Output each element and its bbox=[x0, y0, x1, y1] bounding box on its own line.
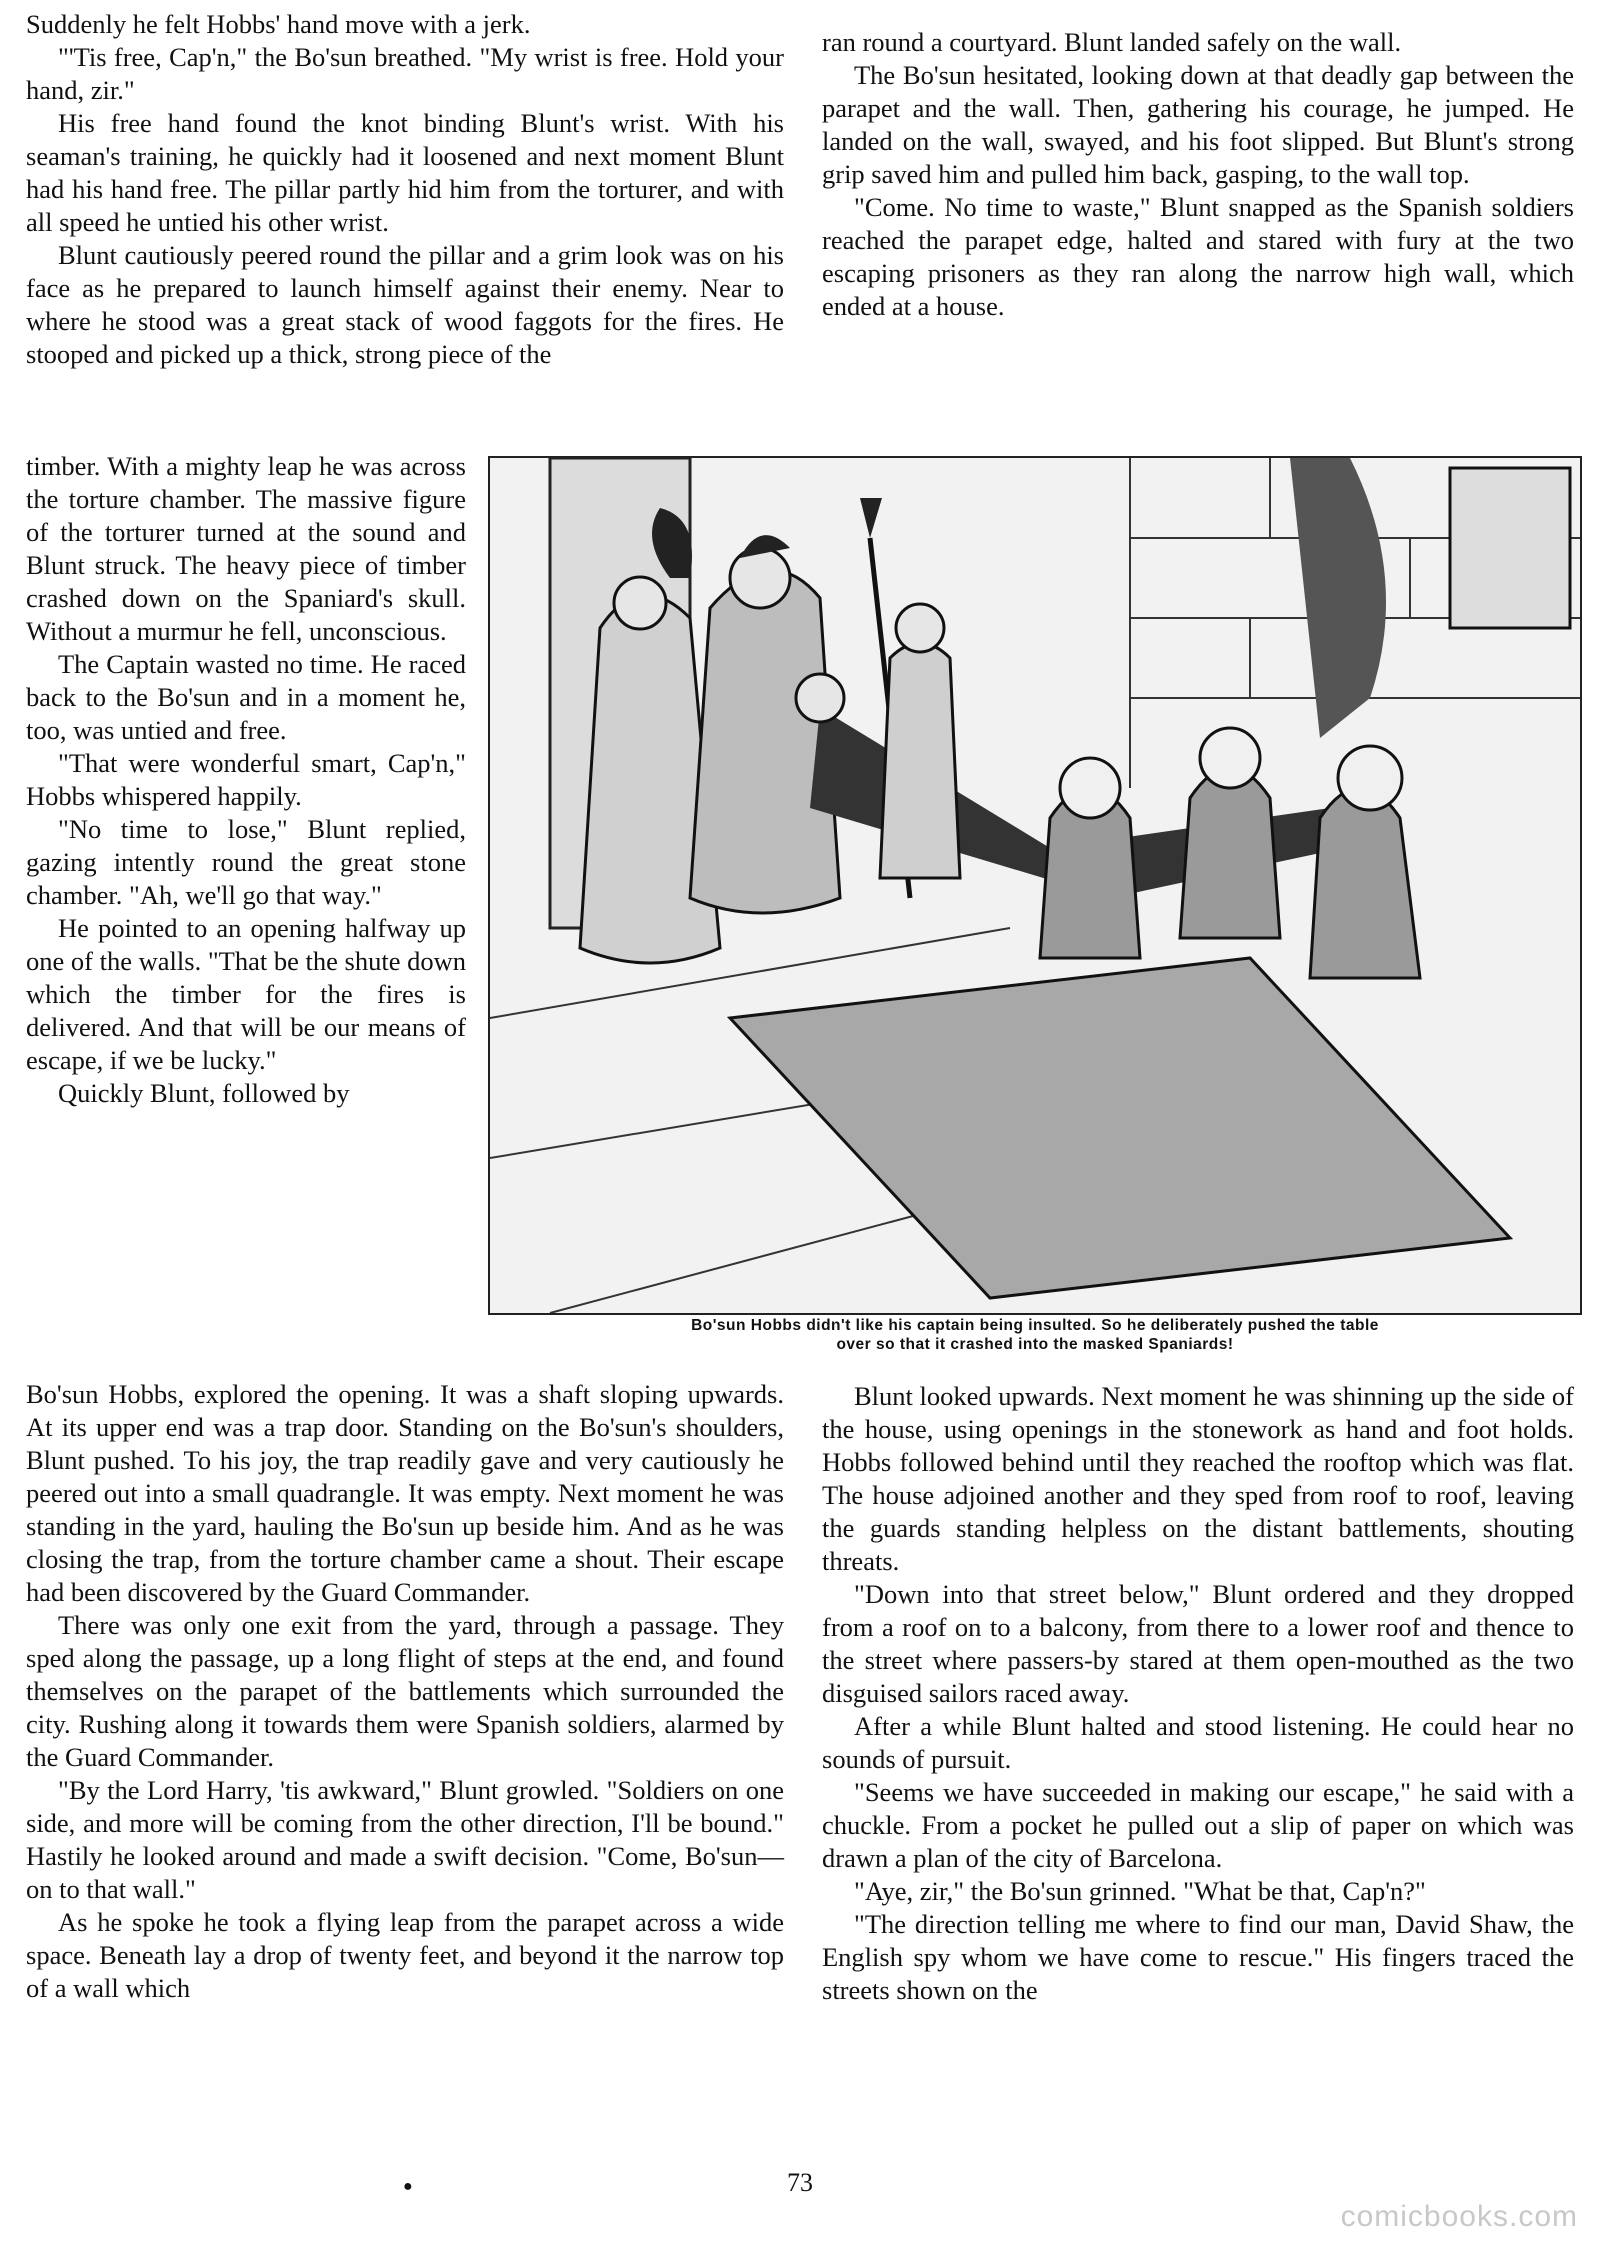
left-column-bottom bbox=[26, 1378, 784, 2005]
paragraph: Suddenly he felt Hobbs' hand move with a jerk. bbox=[26, 9, 531, 39]
page-number: 73 bbox=[787, 2168, 813, 2197]
paragraph: Blunt cautiously peered round the pillar and a grim look was on his face as he prepared to launch himself against their enemy. Near to where he stood was a great stack of wood faggots for the fires. He stooped and picked up a thick, strong piece of the bbox=[26, 240, 784, 369]
paragraph: ran round a courtyard. Blunt landed safely on the wall. bbox=[822, 27, 1402, 57]
paragraph: Blunt looked upwards. Next moment he was shinning up the side of the house, using openings in the stonework as hand and foot holds. Hobbs followed behind until they reached the rooftop which was flat. The house adjoined another and they sped from roof to roof, leaving the guards standing helpless on the distant battlements, shouting threats. bbox=[822, 1381, 1574, 1576]
paragraph: The Captain wasted no time. He raced back to the Bo'sun and in a moment he, too, was untied and free. bbox=[26, 649, 466, 745]
bullet-mark: ● bbox=[403, 2178, 413, 2195]
paragraph: After a while Blunt halted and stood listening. He could hear no sounds of pursuit. bbox=[822, 1711, 1574, 1774]
paragraph: Quickly Blunt, followed by bbox=[58, 1078, 350, 1108]
paragraph: "Down into that street below," Blunt ordered and they dropped from a roof on to a balcony, from there to a lower roof and thence to the street where passers-by stared at them open-mouthed as the two disguised sailors raced away. bbox=[822, 1579, 1574, 1708]
right-column-bottom bbox=[822, 1380, 1574, 2007]
left-column-top bbox=[26, 8, 784, 371]
paragraph: Bo'sun Hobbs, explored the opening. It was a shaft sloping upwards. At its upper end was a trap door. Standing on the Bo'sun's shoulders, Blunt pushed. To his joy, the trap readily gave and very cautiously he peered out into a small quadrangle. It was empty. Next moment he was standing in the yard, hauling the Bo'sun up beside him. And as he was closing the trap, from the torture chamber came a shout. Their escape had been discovered by the Guard Commander. bbox=[26, 1379, 784, 1607]
paragraph: His free hand found the knot binding Blunt's wrist. With his seaman's training, he quickly had it loosened and next moment Blunt had his hand free. The pillar partly hid him from the torturer, and with all speed he untied his other wrist. bbox=[26, 108, 784, 237]
paragraph: "No time to lose," Blunt replied, gazing intently round the great stone chamber. "Ah, we'll go that way." bbox=[26, 814, 466, 910]
caption-line: Bo'sun Hobbs didn't like his captain being insulted. So he deliberately pushed the table bbox=[691, 1317, 1379, 1334]
paragraph: "That were wonderful smart, Cap'n," Hobbs whispered happily. bbox=[26, 748, 466, 811]
paragraph: The Bo'sun hesitated, looking down at that deadly gap between the parapet and the wall. Then, gathering his courage, he jumped. He landed on the wall, swayed, and his foot slipped. But Blunt's strong grip saved him and pulled him back, gasping, to the wall top. bbox=[822, 60, 1574, 189]
paragraph: "Seems we have succeeded in making our escape," he said with a chuckle. From a pocket he pulled out a slip of paper on which was drawn a plan of the city of Barcelona. bbox=[822, 1777, 1574, 1873]
illustration-caption bbox=[492, 1316, 1578, 1354]
paragraph: "'Tis free, Cap'n," the Bo'sun breathed. "My wrist is free. Hold your hand, zir." bbox=[26, 42, 784, 105]
story-illustration bbox=[488, 456, 1582, 1315]
paragraph: timber. With a mighty leap he was across the torture chamber. The massive figure of the torturer turned at the sound and Blunt struck. The heavy piece of timber crashed down on the Spaniard's skull. Without a murmur he fell, unconscious. bbox=[26, 451, 466, 646]
left-column-narrow bbox=[26, 450, 466, 1110]
paragraph: "Aye, zir," the Bo'sun grinned. "What be that, Cap'n?" bbox=[854, 1876, 1426, 1906]
paragraph: "The direction telling me where to find our man, David Shaw, the English spy whom we have come to rescue." His fingers traced the streets shown on the bbox=[822, 1909, 1574, 2005]
caption-line: over so that it crashed into the masked Spaniards! bbox=[836, 1336, 1234, 1353]
watermark: comicbooks.com bbox=[1340, 2200, 1578, 2233]
paragraph: There was only one exit from the yard, through a passage. They sped along the passage, up a long flight of steps at the end, and found themselves on the parapet of the battlements which surrounded the city. Rushing along it towards them were Spanish soldiers, alarmed by the Guard Commander. bbox=[26, 1610, 784, 1772]
paragraph: "Come. No time to waste," Blunt snapped as the Spanish soldiers reached the parapet edge, halted and stared with fury at the two escaping prisoners as they ran along the narrow high wall, which ended at a house. bbox=[822, 192, 1574, 321]
right-column-top bbox=[822, 26, 1574, 323]
paragraph: He pointed to an opening halfway up one of the walls. "That be the shute down which the timber for the fires is delivered. And that will be our means of escape, if we be lucky." bbox=[26, 913, 466, 1075]
paragraph: "By the Lord Harry, 'tis awkward," Blunt growled. "Soldiers on one side, and more will be coming from the other direction, I'll be bound." Hastily he looked around and made a swift decision. "Come, Bo'sun—on to that wall." bbox=[26, 1775, 784, 1904]
paragraph: As he spoke he took a flying leap from the parapet across a wide space. Beneath lay a drop of twenty feet, and beyond it the narrow top of a wall which bbox=[26, 1907, 784, 2003]
